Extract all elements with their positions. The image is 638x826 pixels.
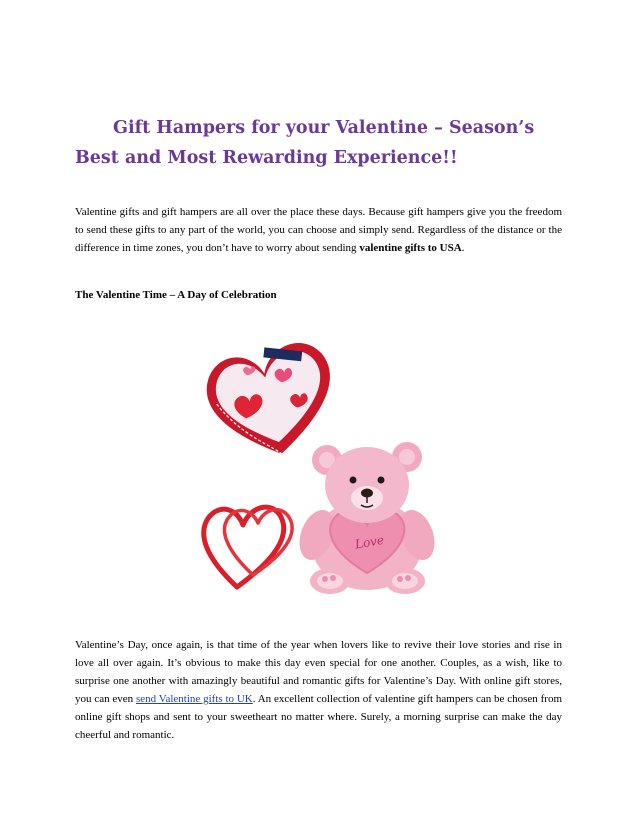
send-valentine-gifts-uk-link[interactable]: send Valentine gifts to UK bbox=[135, 693, 253, 705]
intro-bold-phrase: valentine gifts to USA bbox=[359, 242, 462, 254]
intro-paragraph bbox=[75, 203, 562, 257]
title-line-1: Gift Hampers for your Valentine – Season’s bbox=[113, 118, 535, 138]
pillow-label: Love bbox=[353, 532, 386, 552]
valentine-gifts-image bbox=[195, 335, 455, 595]
section-heading: The Valentine Time – A Day of Celebration bbox=[75, 289, 277, 301]
body-text-end: . An excellent collection of valentine gift hampers can be chosen from online gift shops and sent to your sweetheart no matter where. Surely, a morning surprise can make the day cheerful and romantic. bbox=[75, 693, 563, 741]
body-paragraph bbox=[75, 636, 562, 744]
intro-text-end: . bbox=[461, 242, 465, 254]
teddy-bear-icon bbox=[293, 442, 441, 594]
wire-hearts-icon bbox=[204, 507, 292, 587]
intro-text: Valentine gifts and gift hampers are all over the place these days. Because gift hampers give you the freedom to send these gifts to any part of the world, you can choose and simply send. Regardless of the distance or the difference in time zones, you don’t have to worry about sending bbox=[75, 206, 562, 254]
body-text: Valentine’s Day, once again, is that time of the year when lovers like to revive their love stories and rise in love all over again. It’s obvious to make this day even special for one another. Couples, as a wish, like to surprise one another with amazingly beautiful and romantic gifts for Valentine’s Day. With online gift stores, you can even bbox=[75, 639, 562, 705]
document-title bbox=[75, 113, 575, 173]
title-line-2: Best and Most Rewarding Experience!! bbox=[75, 148, 458, 168]
